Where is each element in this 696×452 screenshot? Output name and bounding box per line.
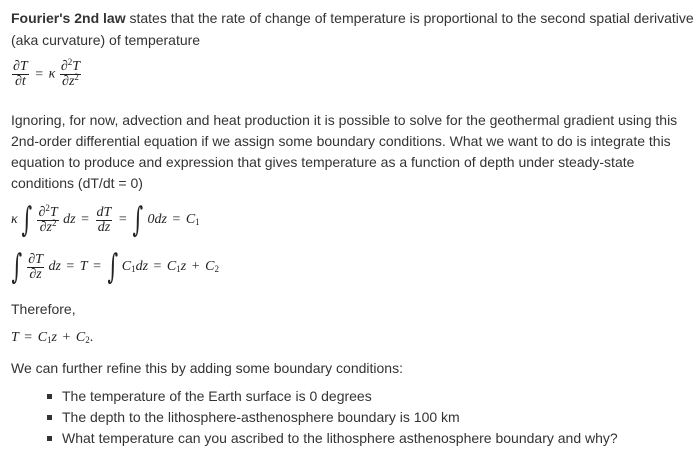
refine-text: We can further refine this by adding some boundary conditions:	[11, 360, 403, 376]
paragraph-line-2: 2nd-order differential equation if we assign some boundary conditions. What we want to do is integrate this	[11, 133, 671, 149]
list-item: The temperature of the Earth surface is 0 degrees	[45, 386, 618, 407]
equation-fourier: $\frac{\partial T}{\partial t}$ = κ $\frac{\partial^2T}{\partial z^2}$	[13, 57, 81, 89]
equation-integral-1: κ ∫ $\frac{\partial^2T}{\partial z^2}$ dz = $\frac{dT}{dz}$ = ∫ 0dz = C1	[11, 200, 200, 240]
intro-line-1	[11, 8, 694, 29]
equation-result: T = C1z + C2.	[11, 330, 94, 346]
boundary-conditions-list	[45, 386, 618, 449]
fraction-dt: $\frac{\partial T}{\partial t}$	[13, 59, 28, 89]
list-item: The depth to the lithosphere-asthenosphere boundary is 100 km	[45, 407, 618, 428]
list-item: What temperature can you ascribed to the lithosphere asthenosphere boundary and why?	[45, 428, 618, 449]
paragraph-line-1: Ignoring, for now, advection and heat production it is possible to solve for the geothermal gradient using this	[11, 112, 678, 128]
intro-line-2: (aka curvature) of temperature	[11, 32, 201, 48]
fraction-d2t-dz2: $\frac{\partial^2T}{\partial z^2}$	[60, 57, 81, 89]
therefore-text: Therefore,	[11, 301, 76, 317]
paragraph-line-3: equation to produce and expression that gives temperature as a function of depth under steady-state	[11, 154, 635, 170]
paragraph-line-4: conditions (dT/dt = 0)	[11, 175, 143, 191]
equation-integral-2: ∫ $\frac{\partial T}{\partial z}$ dz = T = ∫ C1dz = C1z + C2	[11, 247, 219, 287]
fourier-law-term: Fourier's 2nd law	[11, 10, 126, 26]
intro-line-1-text: states that the rate of change of temperature is proportional to the second spatial derivative	[125, 10, 694, 26]
